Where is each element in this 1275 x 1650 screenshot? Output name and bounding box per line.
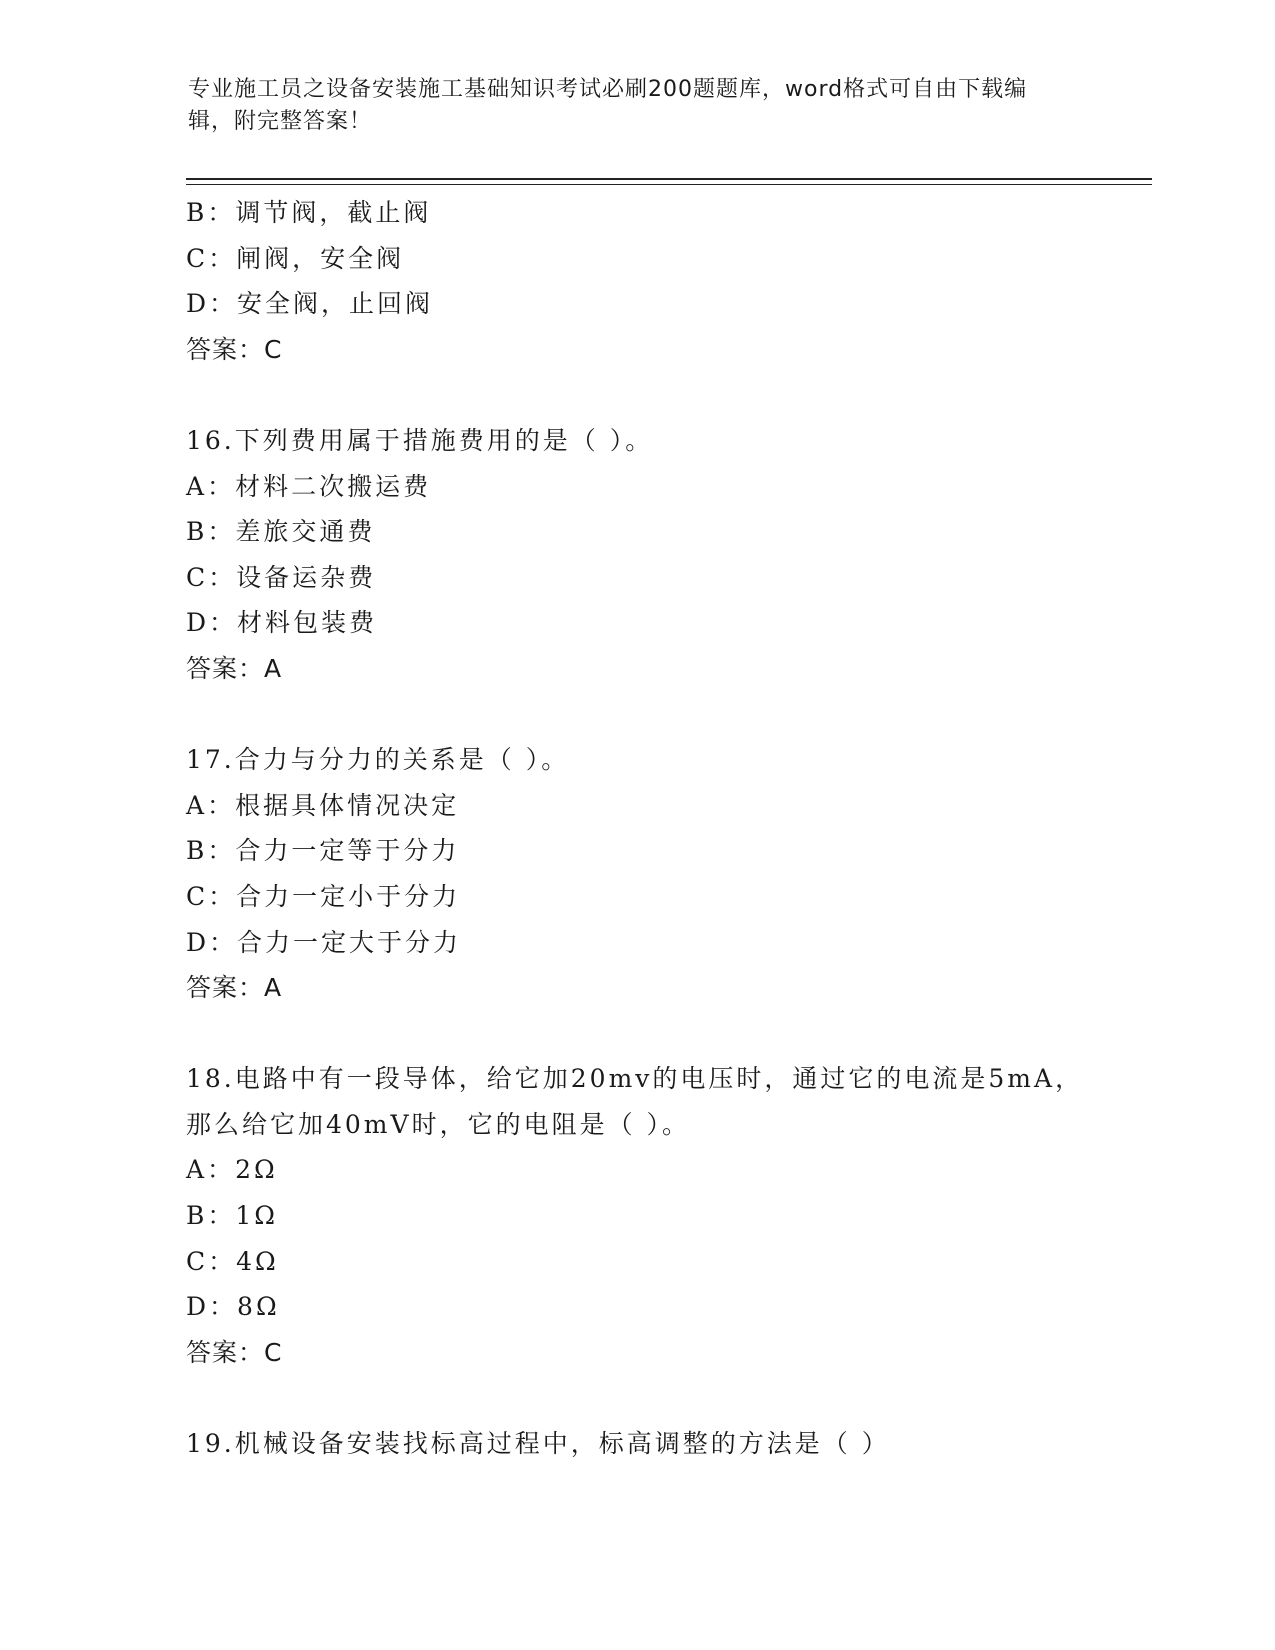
document-header: 专业施工员之设备安装施工基础知识考试必刷200题题库，word格式可自由下载编辑，附完整答案！ [188, 77, 1028, 134]
option-letter: B： [186, 836, 236, 866]
block-spacer [186, 372, 1146, 418]
option-text: 4Ω [236, 1246, 279, 1276]
option-text: 材料二次搬运费 [235, 471, 432, 501]
option-text: 安全阀，止回阀 [237, 289, 434, 319]
option-text: 2Ω [235, 1155, 278, 1185]
option-row [186, 874, 1146, 920]
option-letter: A： [186, 471, 236, 501]
option-letter: D： [186, 608, 238, 638]
option-text: 1Ω [235, 1201, 279, 1231]
question-text: 那么给它加40mV时，它的电阻是（ ）。 [186, 1109, 691, 1139]
option-row [186, 1239, 1146, 1285]
question-text: 17.合力与分力的关系是（ ）。 [186, 745, 570, 775]
option-letter: A： [186, 790, 236, 820]
option-row [186, 464, 1146, 510]
option-letter: B： [186, 1201, 236, 1231]
block-spacer [186, 692, 1146, 738]
option-row [186, 783, 1146, 829]
option-text: 调节阀，截止阀 [235, 198, 432, 227]
option-letter: D： [186, 289, 238, 319]
header-rule-thick [186, 178, 1152, 180]
option-row [186, 1284, 1146, 1330]
option-row [186, 600, 1146, 646]
answer-text: 答案：C [186, 1337, 283, 1367]
option-row [186, 555, 1146, 601]
option-letter: A： [186, 1155, 236, 1185]
option-row [186, 190, 1146, 236]
option-row [186, 281, 1146, 327]
option-letter: C： [186, 243, 237, 273]
block-spacer [186, 1375, 1146, 1421]
option-text: 设备运杂费 [236, 562, 377, 592]
option-text: 合力一定等于分力 [235, 836, 460, 866]
option-text: 闸阀，安全阀 [236, 243, 405, 273]
question-text: 18.电路中有一段导体，给它加20mv的电压时，通过它的电流是5mA， [186, 1064, 1084, 1094]
option-row [186, 1147, 1146, 1193]
answer-text: 答案：C [186, 334, 283, 364]
question-list [186, 190, 1146, 1467]
option-row [186, 236, 1146, 282]
question-text: 16.下列费用属于措施费用的是（ ）。 [186, 425, 654, 455]
option-text: 合力一定大于分力 [237, 927, 462, 957]
option-letter: C： [186, 1246, 237, 1276]
option-text: 根据具体情况决定 [235, 790, 460, 820]
option-text: 8Ω [237, 1292, 280, 1322]
option-text: 合力一定小于分力 [236, 881, 461, 911]
option-letter: C： [186, 881, 237, 911]
option-letter: C： [186, 562, 237, 592]
answer-text: 答案：A [186, 653, 283, 683]
option-row [186, 920, 1146, 966]
option-row [186, 828, 1146, 874]
question-text: 19.机械设备安装找标高过程中，标高调整的方法是（ ） [186, 1429, 890, 1459]
option-letter: B： [186, 517, 236, 547]
option-row [186, 1193, 1146, 1239]
option-row [186, 509, 1146, 555]
option-text: 差旅交通费 [235, 517, 376, 547]
option-letter: D： [186, 1292, 238, 1322]
block-spacer [186, 1011, 1146, 1057]
option-letter: D： [186, 927, 238, 957]
answer-text: 答案：A [186, 973, 283, 1003]
option-text: 材料包装费 [237, 608, 378, 638]
header-rule-thin [186, 184, 1152, 185]
option-letter: B： [186, 198, 236, 227]
